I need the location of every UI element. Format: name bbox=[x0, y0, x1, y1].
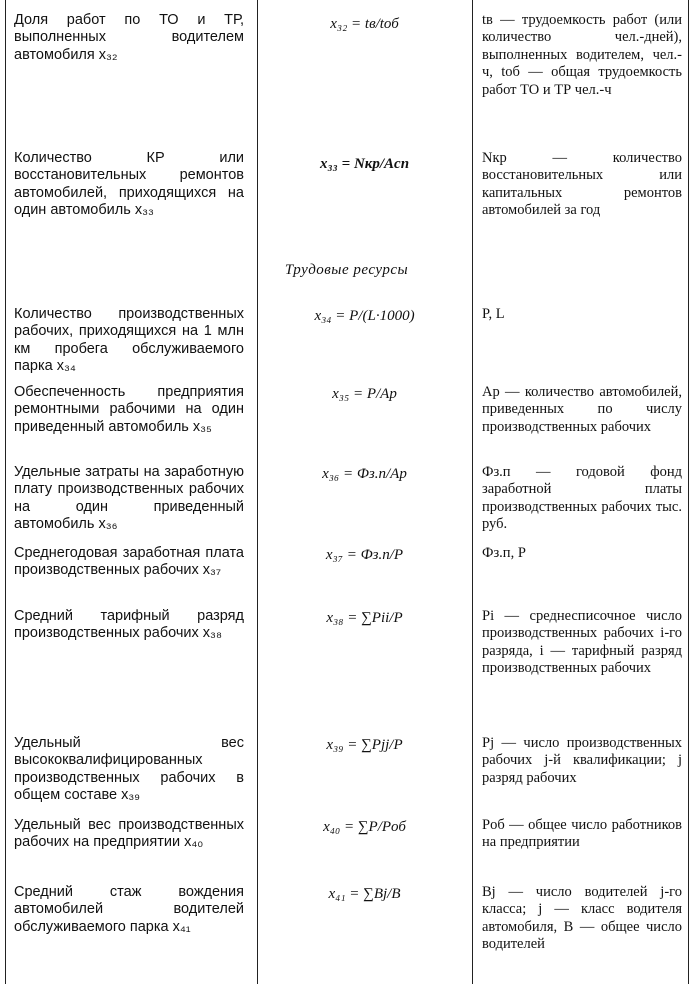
notation-cell: Pi — среднесписочное число производственных рабочих i-го разряда, i — тарифный разряд производственных рабочих bbox=[482, 608, 682, 677]
notation-cell: Nкр — количество восстановительных или капитальных ремонтов автомобилей за год bbox=[482, 150, 682, 219]
formula-cell: x₃₈ = ∑Piі/P bbox=[326, 610, 403, 626]
table-divider-1 bbox=[257, 0, 258, 984]
indicator-cell: Обеспеченность предприятия ремонтными рабочими на один приведенный автомобиль x₃₅ bbox=[14, 384, 244, 435]
notation-cell: Фз.п — годовой фонд заработной платы производственных рабочих тыс. руб. bbox=[482, 464, 682, 533]
indicator-cell: Среднегодовая заработная плата производственных рабочих x₃₇ bbox=[14, 545, 244, 579]
notation-cell: Pj — число производственных рабочих j-й квалификации; j разряд рабочих bbox=[482, 735, 682, 786]
table-divider-2 bbox=[472, 0, 473, 984]
indicator-cell: Средний стаж вождения автомобилей водителей обслуживаемого парка x₄₁ bbox=[14, 884, 244, 935]
notation-cell: P, L bbox=[482, 306, 505, 322]
section-title: Трудовые ресурсы bbox=[284, 262, 409, 278]
indicator-cell: Удельный вес высококвалифицированных производственных рабочих в общем составе x₃₉ bbox=[14, 735, 244, 804]
formula-cell: x₃₂ = tв/tоб bbox=[330, 16, 399, 32]
notation-cell: Bj — число водителей j-го класса; j — класс водителя автомобиля, B — общее число водителей bbox=[482, 884, 682, 953]
notation-cell: Фз.п, P bbox=[482, 545, 526, 561]
indicator-cell: Средний тарифный разряд производственных рабочих x₃₈ bbox=[14, 608, 244, 642]
formula-cell: x₃₉ = ∑Pjj/P bbox=[326, 737, 403, 753]
notation-cell: Aр — количество автомобилей, приведенных по числу производственных рабочих bbox=[482, 384, 682, 435]
notation-cell: Pоб — общее число работников на предприятии bbox=[482, 817, 682, 851]
formula-cell: x₃₇ = Фз.п/P bbox=[325, 547, 404, 563]
formula-cell: x₃₄ = P/(L·1000) bbox=[314, 308, 415, 324]
formula-cell: x₃₃ = Nкр/Aсп bbox=[319, 156, 410, 172]
formula-cell: x₄₀ = ∑P/Pоб bbox=[323, 819, 406, 835]
indicator-cell: Количество КР или восстановительных ремонтов автомобилей, приходящихся на один автомобиль x₃₃ bbox=[14, 150, 244, 219]
notation-cell: tв — трудоемкость работ (или количество чел.-дней), выполненных водителем, чел.-ч, tоб — общая трудоемкость работ ТО и ТР чел.-ч bbox=[482, 12, 682, 98]
indicator-cell: Удельный вес производственных рабочих на предприятии x₄₀ bbox=[14, 817, 244, 851]
indicator-cell: Удельные затраты на заработную плату производственных рабочих на один приведенный автомобиль x₃₆ bbox=[14, 464, 244, 533]
formula-cell: x₄₁ = ∑Bj/B bbox=[328, 886, 401, 902]
indicator-cell: Доля работ по ТО и ТР, выполненных водителем автомобиля x₃₂ bbox=[14, 12, 244, 63]
formula-cell: x₃₆ = Фз.п/Aр bbox=[322, 466, 407, 482]
table-border-right bbox=[688, 0, 689, 984]
table-border-left bbox=[5, 0, 6, 984]
formula-cell: x₃₅ = P/Aр bbox=[332, 386, 397, 402]
indicator-cell: Количество производственных рабочих, приходящихся на 1 млн км пробега обслуживаемого парка x₃₄ bbox=[14, 306, 244, 375]
